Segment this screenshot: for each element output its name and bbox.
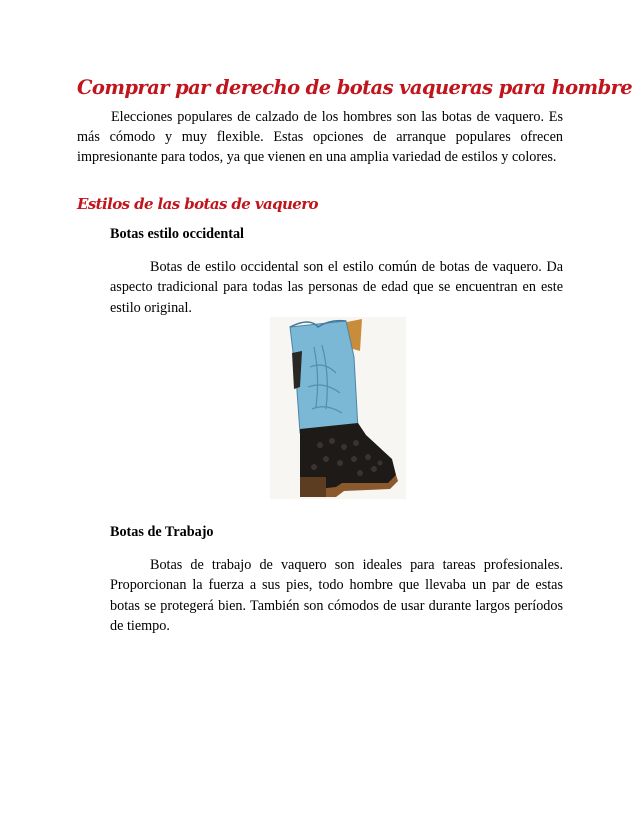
subsection-body-trabajo: Botas de trabajo de vaquero son ideales para tareas profesionales. Proporcionan la fuerza a sus pies, todo hombre que llevaba un par de estas botas se protegerá bien. También son cómodos de usar durante largos períodos de tiempo.: [110, 557, 563, 634]
boot-heel: [300, 477, 326, 497]
subsection-heading-occidental: Botas estilo occidental: [110, 226, 244, 242]
page-title: Comprar par derecho de botas vaqueras para hombre: [77, 76, 633, 99]
cowboy-boot-image: [270, 317, 406, 499]
cowboy-boot-illustration: [270, 317, 406, 499]
section-heading: Estilos de las botas de vaquero: [77, 195, 318, 213]
subsection-body-occidental: Botas de estilo occidental son el estilo común de botas de vaquero. Da aspecto tradicional para todas las personas de edad que se encuentran en este estilo original.: [110, 259, 563, 316]
subsection-heading-trabajo: Botas de Trabajo: [110, 524, 214, 540]
intro-paragraph: Elecciones populares de calzado de los hombres son las botas de vaquero. Es más cómodo y muy flexible. Estas opciones de arranque populares ofrecen impresionante para todos, ya que vienen en una amplia variedad de estilos y colores.: [77, 109, 563, 166]
